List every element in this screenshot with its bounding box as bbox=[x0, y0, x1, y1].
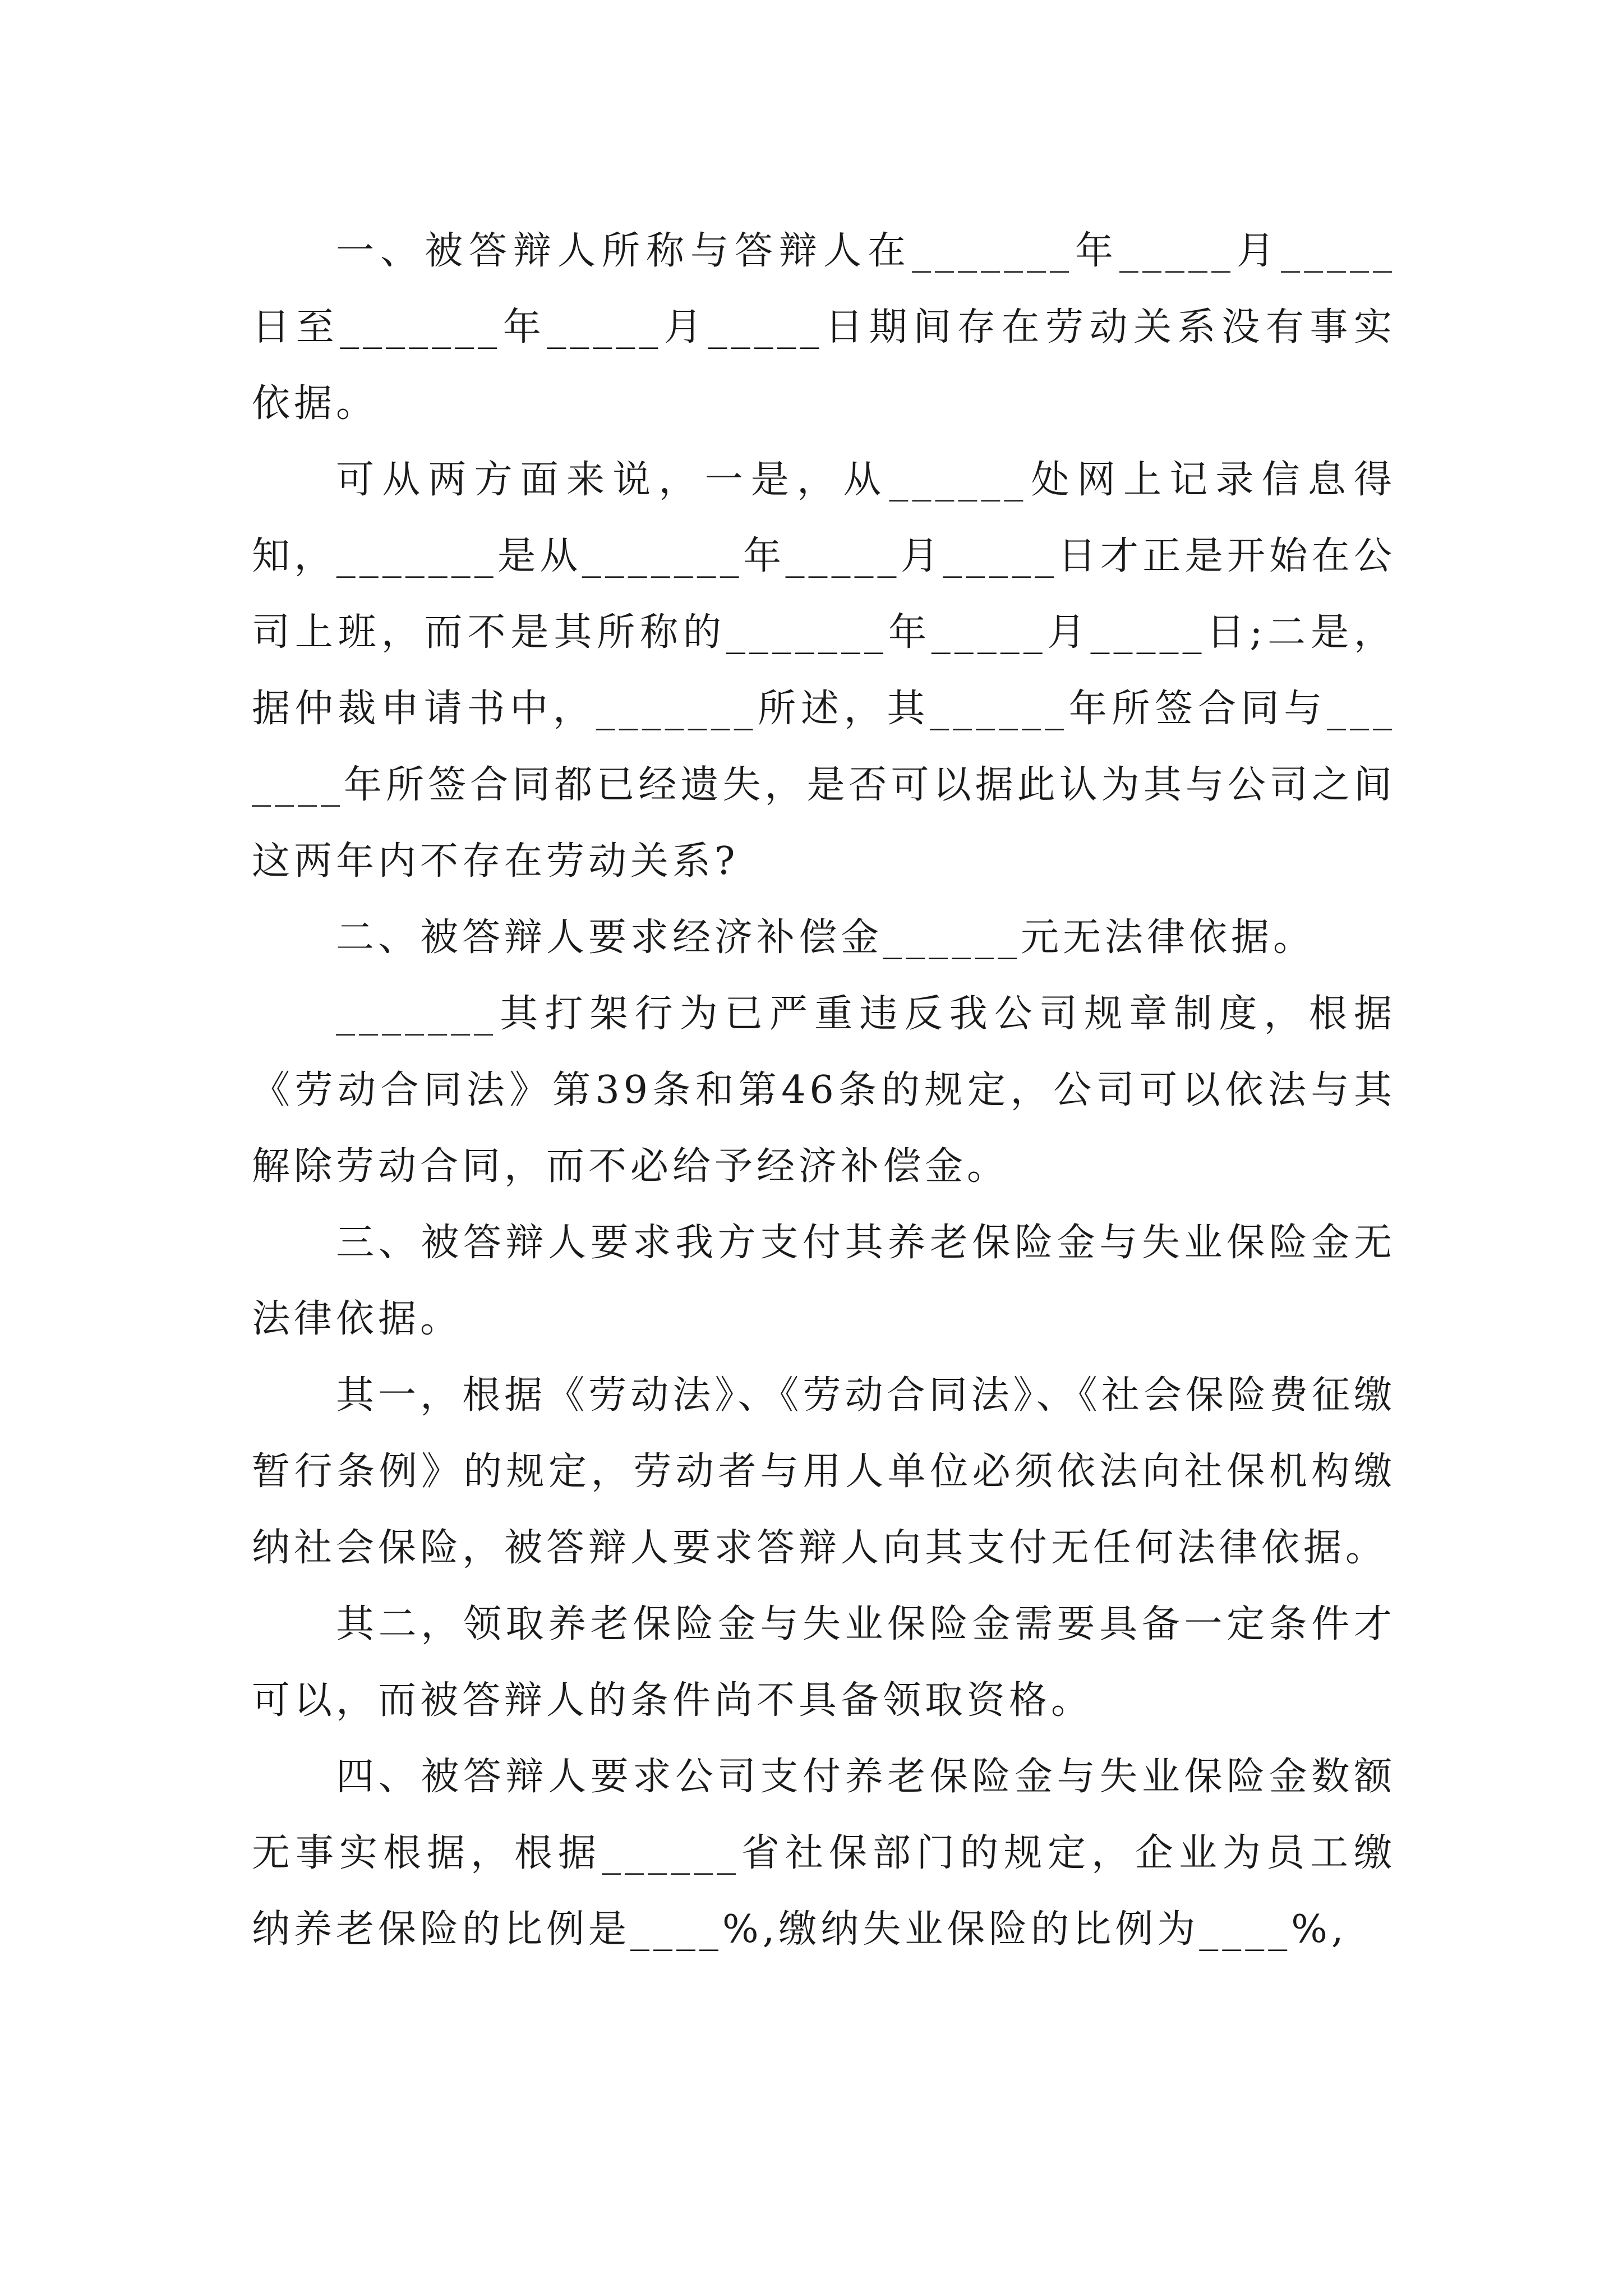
paragraph-5-insurance-heading: 三、被答辩人要求我方支付其养老保险金与失业保险金无法律依据。 bbox=[252, 1221, 1396, 1341]
paragraph-3-compensation-heading: 二、被答辩人要求经济补偿金______元无法律依据。 bbox=[336, 915, 1316, 960]
paragraph-8-insurance-amount: 四、被答辩人要求公司支付养老保险金与失业保险金数额无事实根据，根据______省社保部门的规定，企业为员工缴纳养老保险的比例是____%,缴纳失业保险的比例为____%, bbox=[252, 1755, 1396, 1952]
paragraph-4-labor-contract-law: _______其打架行为已严重违反我公司规章制度，根据《劳动合同法》第39条和第46条的规定，公司可以依法与其解除劳动合同，而不必给予经济补偿金。 bbox=[252, 992, 1396, 1189]
paragraph-2-two-aspects: 可从两方面来说，一是，从______处网上记录信息得知，_______是从_______年_____月_____日才正是开始在公司上班，而不是其所称的_______年_____月_____日;二是，据仲裁申请书中，_______所述，其______年所签合同与_______年所签合同都已经遗失，是否可以据此认为其与公司之间这两年内不存在劳动关系? bbox=[252, 458, 1396, 884]
document-page bbox=[252, 213, 1396, 1968]
paragraph-6-first-reason: 其一，根据《劳动法》、《劳动合同法》、《社会保险费征缴暂行条例》的规定，劳动者与用人单位必须依法向社保机构缴纳社会保险，被答辩人要求答辩人向其支付无任何法律依据。 bbox=[252, 1373, 1396, 1570]
paragraph-1-no-labor-relation: 一、被答辩人所称与答辩人在_______年_____月_____日至_______年_____月_____日期间存在劳动关系没有事实依据。 bbox=[252, 229, 1396, 426]
paragraph-7-second-reason: 其二，领取养老保险金与失业保险金需要具备一定条件才可以，而被答辩人的条件尚不具备领取资格。 bbox=[252, 1602, 1396, 1723]
